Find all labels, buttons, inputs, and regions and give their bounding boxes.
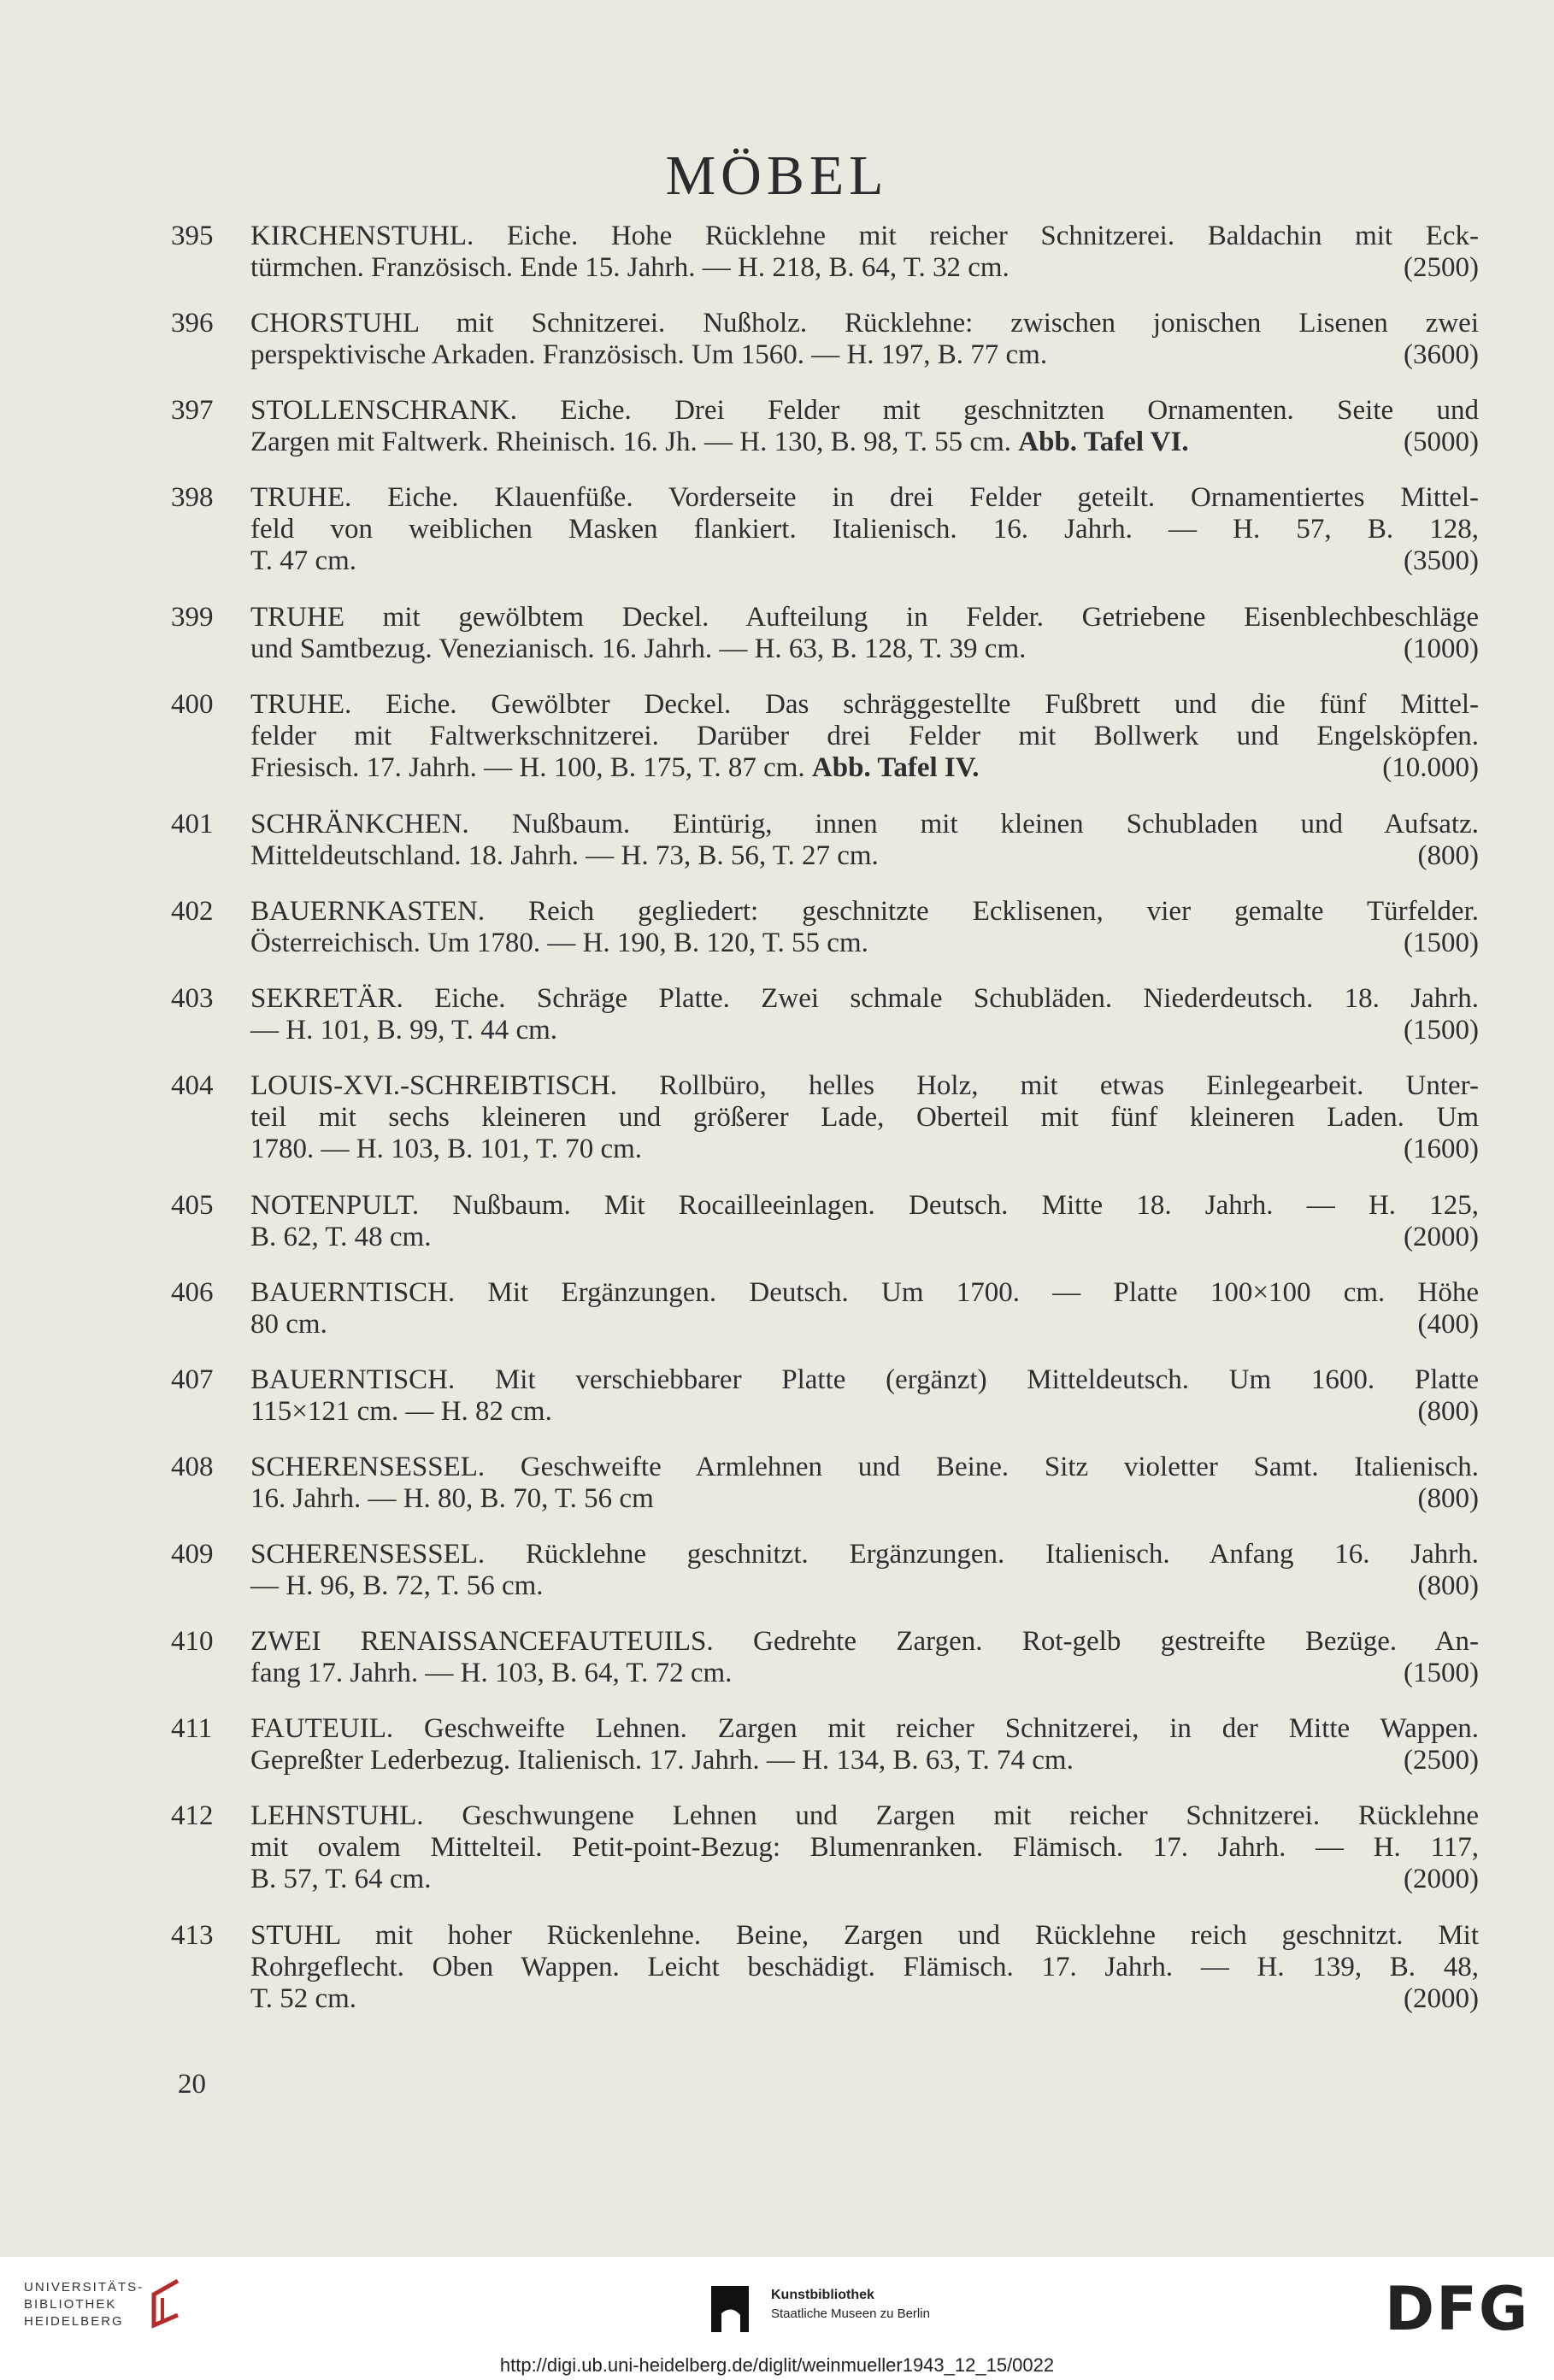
lot-number: 401 xyxy=(171,809,214,839)
lot-number: 412 xyxy=(171,1800,214,1831)
lot-number: 400 xyxy=(171,689,214,720)
description-line xyxy=(250,1015,1479,1046)
description-line xyxy=(250,840,1479,872)
estimate-price: (3600) xyxy=(1404,339,1479,370)
description-line: KIRCHENSTUHL. Eiche. Hohe Rücklehne mit reicher Schnitzerei. Baldachin mit Eck- xyxy=(250,221,1479,251)
estimate-price: (800) xyxy=(1417,840,1479,871)
kb-name: Kunstbibliothek xyxy=(771,2288,874,2302)
lot-description xyxy=(250,602,1479,665)
source-url[interactable]: http://digi.ub.uni-heidelberg.de/diglit/weinmueller1943_12_15/0022 xyxy=(499,2354,1055,2376)
description-text: 115×121 cm. — H. 82 cm. xyxy=(250,1396,552,1427)
lot-number: 395 xyxy=(171,221,214,251)
description-line xyxy=(250,633,1479,665)
estimate-price: (800) xyxy=(1417,1570,1479,1601)
lot-description xyxy=(250,1190,1479,1253)
lot-number: 406 xyxy=(171,1277,214,1308)
description-line: TRUHE mit gewölbtem Deckel. Aufteilung in Felder. Getriebene Eisenblechbeschläge xyxy=(250,602,1479,633)
lot-number: 410 xyxy=(171,1626,214,1657)
description-line: Rohrgeflecht. Oben Wappen. Leicht beschädigt. Flämisch. 17. Jahrh. — H. 139, B. 48, xyxy=(250,1952,1479,1982)
estimate-price: (2000) xyxy=(1404,1222,1479,1252)
estimate-price: (3500) xyxy=(1404,545,1479,576)
description-text: türmchen. Französisch. Ende 15. Jahrh. — H. 218, B. 64, T. 32 cm. xyxy=(250,252,1010,283)
description-line xyxy=(250,1658,1479,1689)
ub-line-3: HEIDELBERG xyxy=(24,2314,124,2329)
ub-line-1: UNIVERSITÄTS- xyxy=(24,2280,144,2295)
description-line: feld von weiblichen Masken flankiert. Italienisch. 16. Jahrh. — H. 57, B. 128, xyxy=(250,514,1479,545)
lot-description xyxy=(250,1626,1479,1689)
description-line: TRUHE. Eiche. Klauenfüße. Vorderseite in drei Felder geteilt. Ornamentiertes Mittel- xyxy=(250,482,1479,513)
estimate-price: (2000) xyxy=(1404,1864,1479,1894)
description-text: T. 52 cm. xyxy=(250,1983,357,2014)
lot-description xyxy=(250,1539,1479,1602)
kunstbibliothek-logo-icon xyxy=(709,2284,751,2334)
dfg-logo[interactable]: DFG xyxy=(1385,2274,1530,2344)
description-line: mit ovalem Mittelteil. Petit-point-Bezug: Blumenranken. Flämisch. 17. Jahrh. — H. 117, xyxy=(250,1832,1479,1863)
lot-number: 404 xyxy=(171,1070,214,1101)
estimate-price: (800) xyxy=(1417,1483,1479,1514)
ub-logo-icon xyxy=(144,2277,183,2330)
estimate-price: (1000) xyxy=(1404,633,1479,664)
description-line: FAUTEUIL. Geschweifte Lehnen. Zargen mit reicher Schnitzerei, in der Mitte Wappen. xyxy=(250,1713,1479,1744)
description-line: SCHERENSESSEL. Rücklehne geschnitzt. Ergänzungen. Italienisch. Anfang 16. Jahrh. xyxy=(250,1539,1479,1570)
digitization-footer xyxy=(0,2257,1554,2380)
description-line: STUHL mit hoher Rückenlehne. Beine, Zargen und Rücklehne reich geschnitzt. Mit xyxy=(250,1920,1479,1951)
description-text: B. 62, T. 48 cm. xyxy=(250,1222,432,1252)
description-line xyxy=(250,252,1479,284)
description-line: LOUIS-XVI.-SCHREIBTISCH. Rollbüro, helles Holz, mit etwas Einlegearbeit. Unter- xyxy=(250,1070,1479,1101)
lot-description xyxy=(250,689,1479,784)
description-line xyxy=(250,1570,1479,1602)
lot-number: 397 xyxy=(171,395,214,426)
description-line: ZWEI RENAISSANCEFAUTEUILS. Gedrehte Zargen. Rot-gelb gestreifte Bezüge. An- xyxy=(250,1626,1479,1657)
description-line xyxy=(250,339,1479,371)
estimate-price: (10.000) xyxy=(1382,752,1479,783)
description-line xyxy=(250,1134,1479,1165)
description-line xyxy=(250,928,1479,959)
description-line: SEKRETÄR. Eiche. Schräge Platte. Zwei schmale Schubläden. Niederdeutsch. 18. Jahrh. xyxy=(250,983,1479,1014)
kb-subtitle: Staatliche Museen zu Berlin xyxy=(771,2306,930,2321)
description-line: BAUERNTISCH. Mit verschiebbarer Platte (ergänzt) Mitteldeutsch. Um 1600. Platte xyxy=(250,1364,1479,1395)
description-line: BAUERNTISCH. Mit Ergänzungen. Deutsch. Um 1700. — Platte 100×100 cm. Höhe xyxy=(250,1277,1479,1308)
lot-number: 399 xyxy=(171,602,214,633)
description-text: Mitteldeutschland. 18. Jahrh. — H. 73, B. 56, T. 27 cm. xyxy=(250,840,879,871)
description-line: BAUERNKASTEN. Reich gegliedert: geschnitzte Ecklisenen, vier gemalte Türfelder. xyxy=(250,896,1479,927)
lot-number: 405 xyxy=(171,1190,214,1221)
lot-description xyxy=(250,1277,1479,1340)
description-text: perspektivische Arkaden. Französisch. Um 1560. — H. 197, B. 77 cm. xyxy=(250,339,1048,370)
estimate-price: (1500) xyxy=(1404,928,1479,958)
description-line: LEHNSTUHL. Geschwungene Lehnen und Zargen mit reicher Schnitzerei. Rücklehne xyxy=(250,1800,1479,1831)
description-line xyxy=(250,1983,1479,2015)
description-text: Gepreßter Lederbezug. Italienisch. 17. Jahrh. — H. 134, B. 63, T. 74 cm. xyxy=(250,1745,1074,1776)
description-text: 80 cm. xyxy=(250,1309,327,1340)
lot-description xyxy=(250,1800,1479,1895)
description-text: — H. 96, B. 72, T. 56 cm. xyxy=(250,1570,544,1601)
lot-description xyxy=(250,1364,1479,1428)
description-line: TRUHE. Eiche. Gewölbter Deckel. Das schräggestellte Fußbrett und die fünf Mittel- xyxy=(250,689,1479,720)
description-line xyxy=(250,1309,1479,1340)
university-library-label[interactable] xyxy=(24,2279,144,2330)
lot-number: 409 xyxy=(171,1539,214,1570)
estimate-price: (1500) xyxy=(1404,1658,1479,1688)
description-line: STOLLENSCHRANK. Eiche. Drei Felder mit geschnitzten Ornamenten. Seite und xyxy=(250,395,1479,426)
lot-number: 398 xyxy=(171,482,214,513)
plate-reference: Abb. Tafel VI. xyxy=(1018,427,1189,457)
lot-number: 413 xyxy=(171,1920,214,1951)
lot-description xyxy=(250,1452,1479,1515)
description-text: 16. Jahrh. — H. 80, B. 70, T. 56 cm xyxy=(250,1483,654,1514)
description-text: und Samtbezug. Venezianisch. 16. Jahrh. — H. 63, B. 128, T. 39 cm. xyxy=(250,633,1027,664)
lot-description xyxy=(250,1713,1479,1776)
description-line xyxy=(250,1396,1479,1428)
description-line xyxy=(250,427,1479,458)
plate-reference: Abb. Tafel IV. xyxy=(811,752,980,783)
estimate-price: (1500) xyxy=(1404,1015,1479,1046)
estimate-price: (2500) xyxy=(1404,252,1479,283)
description-text: 1780. — H. 103, B. 101, T. 70 cm. xyxy=(250,1134,643,1164)
estimate-price: (800) xyxy=(1417,1396,1479,1427)
lot-number: 402 xyxy=(171,896,214,927)
description-line xyxy=(250,1222,1479,1253)
estimate-price: (400) xyxy=(1417,1309,1479,1340)
lot-description xyxy=(250,896,1479,959)
ub-line-2: BIBLIOTHEK xyxy=(24,2297,117,2312)
lot-number: 407 xyxy=(171,1364,214,1395)
lot-number: 408 xyxy=(171,1452,214,1482)
kunstbibliothek-label[interactable] xyxy=(771,2286,930,2324)
description-line xyxy=(250,752,1479,784)
lot-description xyxy=(250,308,1479,371)
lot-description xyxy=(250,1920,1479,2015)
description-text: — H. 101, B. 99, T. 44 cm. xyxy=(250,1015,558,1046)
description-line xyxy=(250,1864,1479,1895)
description-line: SCHRÄNKCHEN. Nußbaum. Eintürig, innen mit kleinen Schubladen und Aufsatz. xyxy=(250,809,1479,839)
description-line: teil mit sechs kleineren und größerer Lade, Oberteil mit fünf kleineren Laden. Um xyxy=(250,1102,1479,1133)
description-text: Friesisch. 17. Jahrh. — H. 100, B. 175, T. 87 cm. xyxy=(250,752,805,783)
page-title: MÖBEL xyxy=(665,144,889,207)
description-text: fang 17. Jahrh. — H. 103, B. 64, T. 72 cm. xyxy=(250,1658,733,1688)
description-line: felder mit Faltwerkschnitzerei. Darüber drei Felder mit Bollwerk und Engelsköpfen. xyxy=(250,721,1479,751)
lot-description xyxy=(250,809,1479,872)
description-line xyxy=(250,1745,1479,1776)
description-line xyxy=(250,545,1479,577)
description-text: T. 47 cm. xyxy=(250,545,357,576)
description-text: Zargen mit Faltwerk. Rheinisch. 16. Jh. — H. 130, B. 98, T. 55 cm. xyxy=(250,427,1012,457)
estimate-price: (1600) xyxy=(1404,1134,1479,1164)
description-line: SCHERENSESSEL. Geschweifte Armlehnen und Beine. Sitz violetter Samt. Italienisch. xyxy=(250,1452,1479,1482)
lot-description xyxy=(250,1070,1479,1165)
lot-description xyxy=(250,983,1479,1046)
description-text: B. 57, T. 64 cm. xyxy=(250,1864,432,1894)
lot-description xyxy=(250,395,1479,458)
estimate-price: (5000) xyxy=(1404,427,1479,457)
lot-number: 403 xyxy=(171,983,214,1014)
lot-description xyxy=(250,482,1479,577)
estimate-price: (2500) xyxy=(1404,1745,1479,1776)
description-text: Österreichisch. Um 1780. — H. 190, B. 120, T. 55 cm. xyxy=(250,928,868,958)
page-number: 20 xyxy=(178,2069,206,2100)
description-line: NOTENPULT. Nußbaum. Mit Rocailleeinlagen. Deutsch. Mitte 18. Jahrh. — H. 125, xyxy=(250,1190,1479,1221)
description-line xyxy=(250,1483,1479,1515)
lot-number: 411 xyxy=(171,1713,213,1744)
lot-number: 396 xyxy=(171,308,214,339)
lot-description xyxy=(250,221,1479,284)
description-line: CHORSTUHL mit Schnitzerei. Nußholz. Rücklehne: zwischen jonischen Lisenen zwei xyxy=(250,308,1479,339)
estimate-price: (2000) xyxy=(1404,1983,1479,2014)
